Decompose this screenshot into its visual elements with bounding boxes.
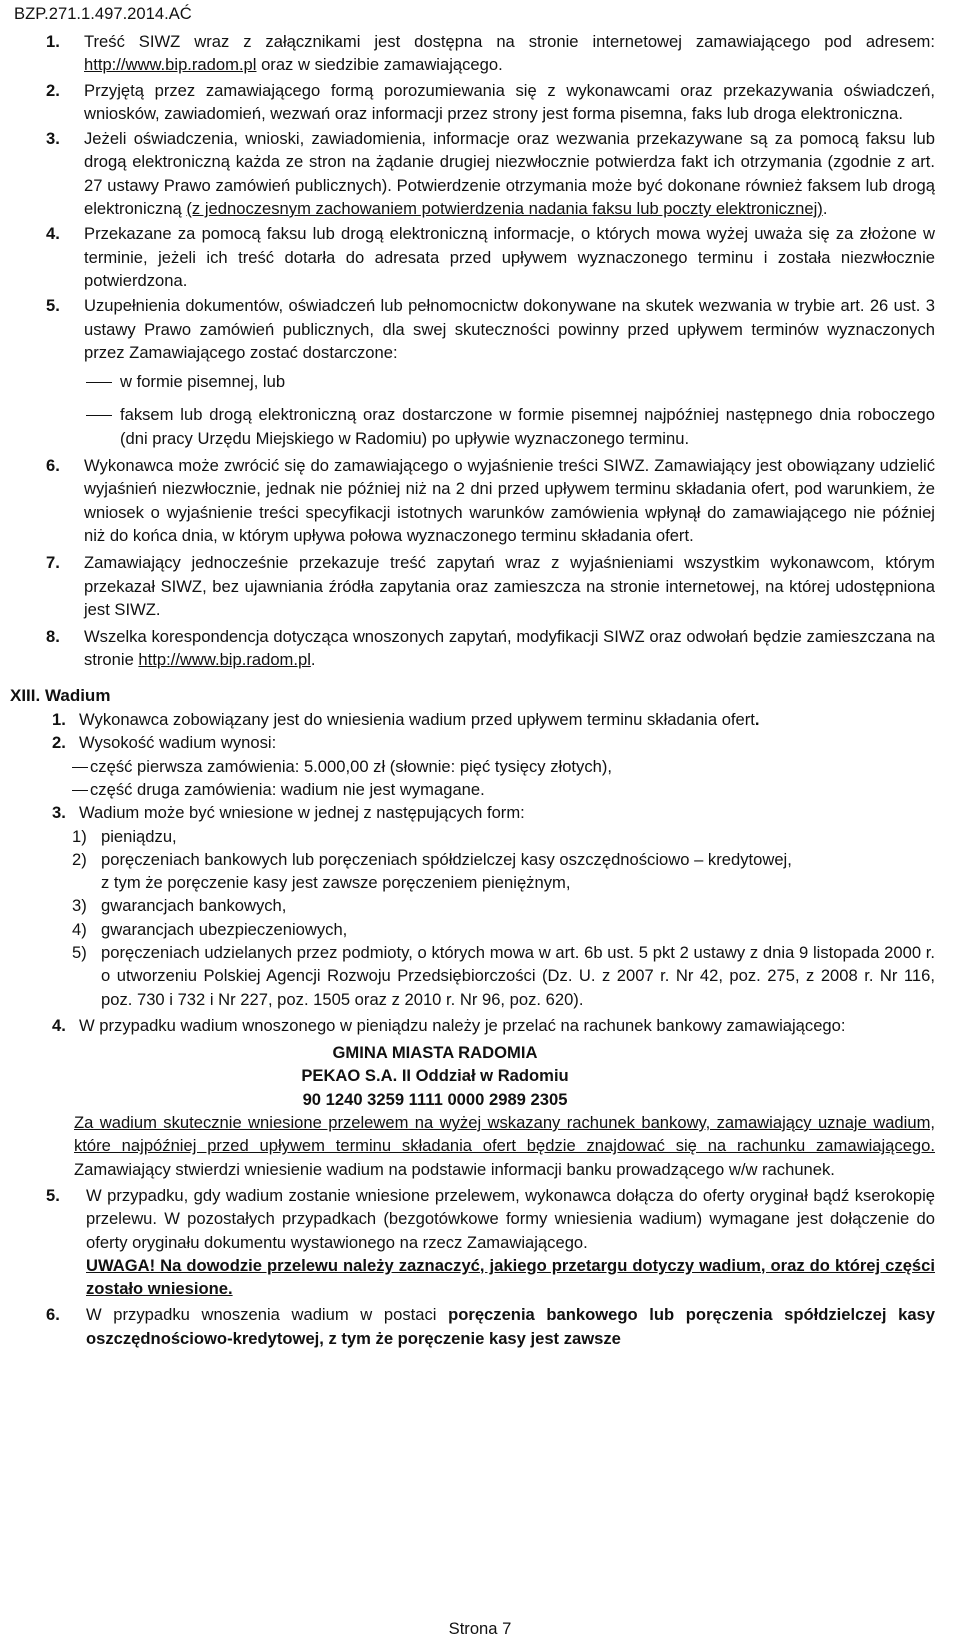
item-bold-text: poręczenia bankowego lub poręczenia spółdzielczej kasy oszczędnościowo-kredytowej, z tym że poręczenie kasy jest zawsze [86,1305,935,1348]
page-number: Strona 7 [448,1619,512,1638]
option-text: pieniądzu, [101,826,177,846]
item-number: 6. [46,456,60,476]
item-number: 7. [46,553,60,573]
bip-link[interactable]: http://www.bip.radom.pl [84,55,257,75]
item-text: W przypadku, gdy wadium zostanie wniesione przelewem, wykonawca dołącza do oferty oryginał bądź kserokopię przelewu. W pozostałych przypadkach (bezgotówkowe formy wniesienia wadium) wymagane jest dołączenie do oferty oryginału dokumentu wystawionego na rzecz Zamawiającego. [86,1185,935,1252]
item-number: 6. [46,1305,60,1325]
document-reference: BZP.271.1.497.2014.AĆ [14,4,192,23]
wadium-note-underlined: Za wadium skutecznie wniesione przelewem na wyżej wskazany rachunek bankowy, zamawiający uznaje wadium, które najpóźniej przed upływem terminu składania ofert będzie znajdować się na rachunku zamawiającego. [74,1113,935,1156]
warning-text: UWAGA! Na dowodzie przelewu należy zaznaczyć, jakiego przetargu dotyczy wadium, oraz do której części zostało wniesione. [86,1255,935,1299]
wadium-note-text: Zamawiający stwierdzi wniesienie wadium na podstawie informacji banku prowadzącego w/w rachunek. [74,1159,835,1179]
item-text: Treść SIWZ wraz z załącznikami jest dostępna na stronie internetowej zamawiającego pod adresem: [84,32,935,51]
item-text: W przypadku wadium wnoszonego w pieniądzu należy je przelać na rachunek bankowy zamawiającego: [79,1015,846,1035]
item-text: Przekazane za pomocą faksu lub drogą elektroniczną informacje, o których mowa wyżej uważa się za złożone w terminie, jeżeli ich treść dotarła do adresata przed upływem wyznaczonego terminu i została niezwłocznie potwierdzona. [84,224,935,290]
list-item [0,79,960,126]
item-number: 4. [52,1015,66,1035]
option-number: 3) [72,896,87,916]
bank-account-number: 90 1240 3259 1111 0000 2989 2305 [302,1089,568,1109]
form-option [0,825,960,848]
dash-item: faksem lub drogą elektroniczną oraz dostarczone w formie pisemnej najpóźniej następnego dnia roboczego (dni pracy Urzędu Miejskiego w Radomiu) po upływie wyznaczonego terminu. [0,403,960,450]
wadium-item [0,708,960,731]
option-text: gwarancjach ubezpieczeniowych, [101,919,348,939]
form-option [0,918,960,941]
item-text: Jeżeli oświadczenia, wnioski, zawiadomienia, informacje oraz wezwania przekazywane są za pomocą faksu lub drogą elektroniczną każda ze stron na żądanie drugiej niezwłocznie potwierdza fakt ich otrzymania (zgodnie z art. 27 ustawy Prawo zamówień publicznych). Potwierdzenie otrzymania może być dokonane również faksem lub drogą elektroniczną [84,129,935,219]
wadium-item [0,1014,960,1037]
item-number: 1. [46,32,60,51]
list-item [0,127,960,220]
document-body [0,30,960,1352]
list-item [0,294,960,364]
bank-account-name: GMINA MIASTA RADOMIA [332,1043,538,1063]
item-text: W przypadku wnoszenia wadium w postaci [86,1305,449,1325]
item-text: Wszelka korespondencja dotycząca wnoszonych zapytań, modyfikacji SIWZ oraz odwołań będzie zamieszczana na stronie [84,627,935,670]
dash-item: część druga zamówienia: wadium nie jest wymagane. [0,778,960,801]
item-number: 2. [46,80,60,100]
list-item [0,222,960,292]
option-number: 4) [72,919,87,939]
dash-item: część pierwsza zamówienia: 5.000,00 zł (słownie: pięć tysięcy złotych), [0,755,960,778]
item-text: Zamawiający jednocześnie przekazuje treść zapytań wraz z wyjaśnieniami wszystkim wykonawcom, którym przekazał SIWZ, bez ujawniania źródła zapytania oraz zamieszcza na stronie internetowej, na której udostępniona jest SIWZ. [84,553,935,619]
item-text: oraz w siedzibie zamawiającego. [256,55,503,75]
item-tail: . [822,199,828,219]
item-text: Wysokość wadium wynosi: [79,733,277,753]
wadium-item [0,801,960,824]
list-item [0,454,960,547]
section-heading: XIII. Wadium [10,685,111,705]
item-underlined-text: (z jednoczesnym zachowaniem potwierdzenia nadania faksu lub poczty elektronicznej) [186,199,823,219]
item-number: 4. [46,224,60,244]
item-number: 1. [52,710,66,730]
wadium-item [0,1184,960,1300]
option-number: 1) [72,826,87,846]
item-text: Przyjętą przez zamawiającego formą porozumiewania się z wykonawcami oraz przekazywania oświadczeń, wniosków, zawiadomień, wezwań oraz informacji przez strony jest forma pisemna, faks lub droga elektroniczna. [84,80,935,123]
item-text: . [310,650,316,670]
option-extra: z tym że poręczenie kasy jest zawsze poręczeniem pieniężnym, [101,873,571,893]
dash-item: w formie pisemnej, lub [0,370,960,393]
option-number: 5) [72,942,87,962]
item-number: 3. [52,803,66,823]
wadium-item [0,731,960,754]
item-number: 5. [46,1185,60,1205]
item-text: Wadium może być wniesione w jednej z następujących form: [79,803,525,823]
list-item [0,625,960,672]
form-option [0,894,960,917]
wadium-item [0,1303,960,1350]
bip-link[interactable]: http://www.bip.radom.pl [138,650,311,670]
option-text: poręczeniach udzielanych przez podmioty, o których mowa w art. 6b ust. 5 pkt 2 ustawy z dnia 9 listopada 2000 r. o utworzeniu Polskiej Agencji Rozwoju Przedsiębiorczości (Dz. U. z 2007 r. Nr 42, poz. 275, z 2008 r. Nr 116, poz. 730 i 732 i Nr 227, poz. 1505 oraz z 2010 r. Nr 96, poz. 620). [101,942,935,1009]
list-item [0,551,960,621]
item-number: 2. [52,733,66,753]
item-number: 8. [46,627,60,647]
item-number: 5. [46,296,60,316]
bank-name: PEKAO S.A. II Oddział w Radomiu [301,1066,569,1086]
item-text: Wykonawca zobowiązany jest do wniesienia wadium przed upływem terminu składania ofert [79,710,755,730]
list-item [0,30,960,77]
item-text: Uzupełnienia dokumentów, oświadczeń lub pełnomocnictw dokonywane na skutek wezwania w trybie art. 26 ust. 3 ustawy Prawo zamówień publicznych, dla swej skuteczności powinny przed upływem terminów wyznaczonych przez Zamawiającego zostać dostarczone: [84,296,935,362]
form-option [0,941,960,1011]
option-text: poręczeniach bankowych lub poręczeniach spółdzielczej kasy oszczędnościowo – kredytowej, [101,849,792,869]
wadium-note [0,1111,960,1181]
option-text: gwarancjach bankowych, [101,896,287,916]
option-number: 2) [72,849,87,869]
item-tail: . [754,710,760,730]
item-text: Wykonawca może zwrócić się do zamawiającego o wyjaśnienie treści SIWZ. Zamawiający jest obowiązany udzielić wyjaśnień niezwłocznie, jednak nie później niż na 2 dni przed upływem terminu składania ofert, pod warunkiem, że wniosek o wyjaśnienie treści specyfikacji istotnych warunków zamówienia wpłynął do zamawiającego nie później niż do końca dnia, w którym upływa połowa wyznaczonego terminu składania ofert. [84,456,935,545]
form-option [0,848,960,895]
item-number: 3. [46,129,60,149]
